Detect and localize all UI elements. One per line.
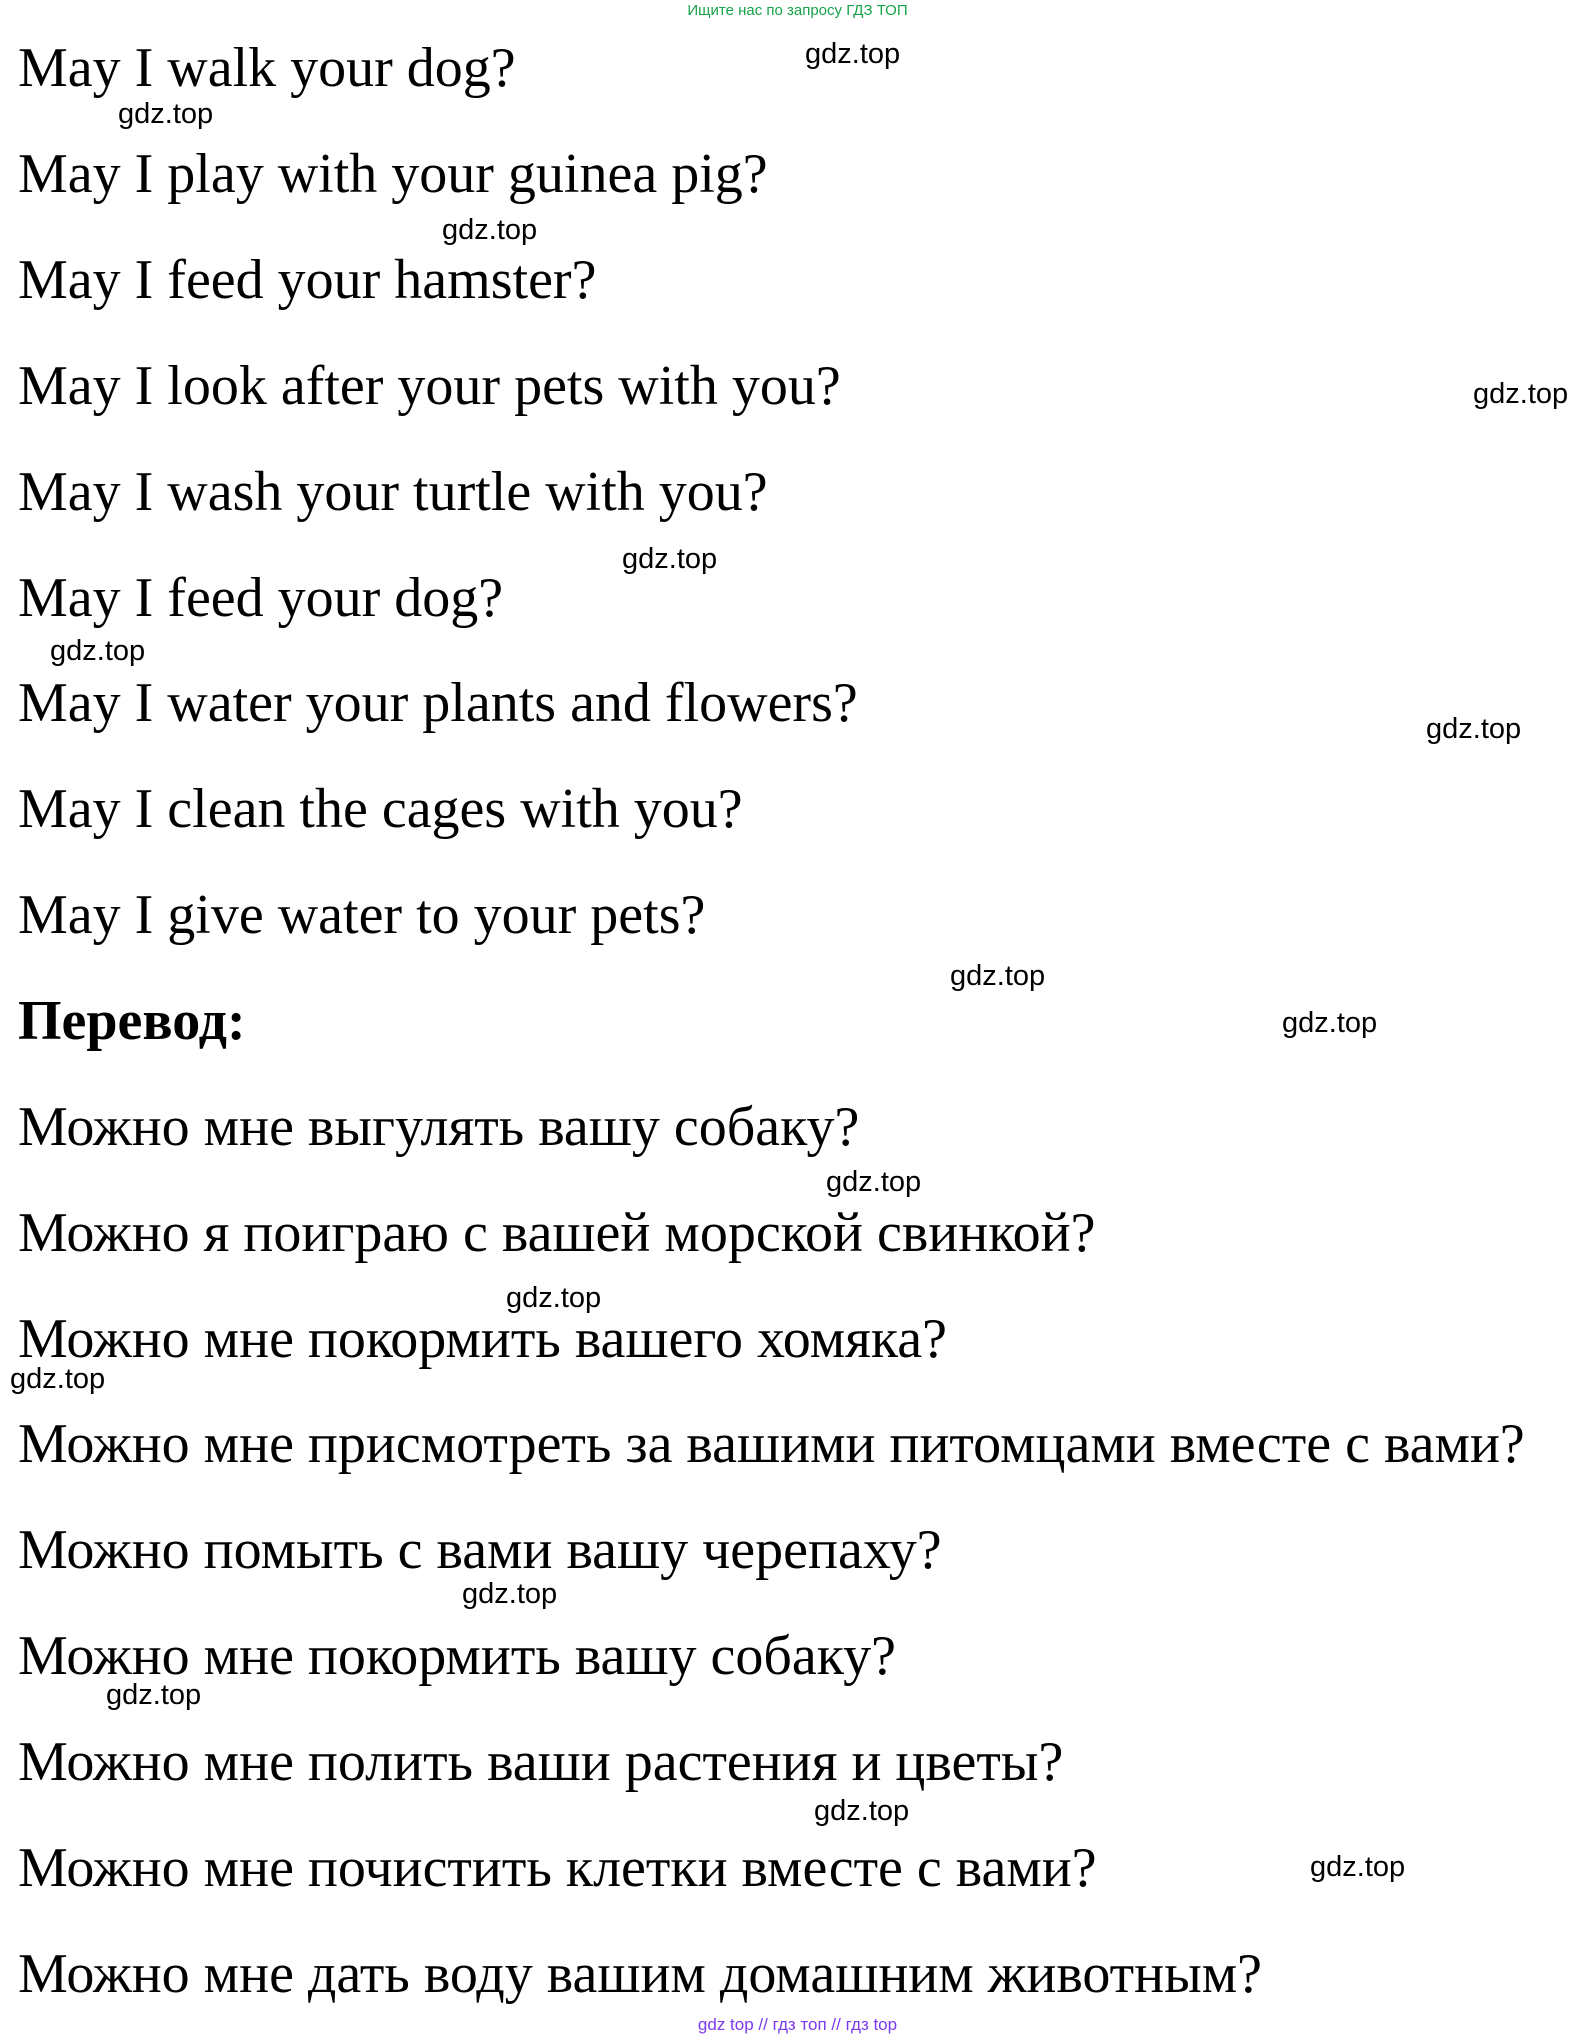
translation-heading: Перевод: (18, 990, 246, 1052)
english-line-1: May I walk your dog? (18, 37, 516, 99)
english-line-9: May I give water to your pets? (18, 884, 706, 946)
english-line-6: May I feed your dog? (18, 567, 504, 629)
watermark: gdz.top (118, 98, 214, 130)
russian-line-6: Можно мне покормить вашу собаку? (18, 1625, 896, 1687)
watermark: gdz.top (622, 543, 718, 575)
watermark: gdz.top (1473, 378, 1569, 410)
watermark: gdz.top (442, 214, 538, 246)
russian-line-2: Можно я поиграю с вашей морской свинкой? (18, 1202, 1096, 1264)
watermark: gdz.top (106, 1679, 202, 1711)
watermark: gdz.top (50, 635, 146, 667)
watermark: gdz.top (814, 1795, 910, 1827)
english-line-4: May I look after your pets with you? (18, 355, 841, 417)
russian-line-7: Можно мне полить ваши растения и цветы? (18, 1731, 1064, 1793)
english-line-8: May I clean the cages with you? (18, 778, 743, 840)
watermark: gdz.top (506, 1282, 602, 1314)
watermark: gdz.top (1310, 1851, 1406, 1883)
english-line-3: May I feed your hamster? (18, 249, 597, 311)
russian-line-5: Можно помыть с вами вашу черепаху? (18, 1519, 942, 1581)
watermark: gdz.top (462, 1578, 558, 1610)
watermark: gdz.top (805, 38, 901, 70)
watermark: gdz.top (950, 960, 1046, 992)
english-line-2: May I play with your guinea pig? (18, 143, 768, 205)
english-line-7: May I water your plants and flowers? (18, 672, 858, 734)
russian-line-3: Можно мне покормить вашего хомяка? (18, 1308, 948, 1370)
russian-line-4: Можно мне присмотреть за вашими питомцами вместе с вами? (18, 1413, 1525, 1475)
header-note: Ищите нас по запросу ГДЗ ТОП (687, 2, 908, 19)
footer-note: gdz top // гдз топ // гдз top (697, 2015, 898, 2034)
english-line-5: May I wash your turtle with you? (18, 461, 768, 523)
russian-line-8: Можно мне почистить клетки вместе с вами? (18, 1837, 1097, 1899)
watermark: gdz.top (1426, 713, 1522, 745)
russian-line-9: Можно мне дать воду вашим домашним животным? (18, 1943, 1263, 2005)
watermark: gdz.top (1282, 1007, 1378, 1039)
watermark: gdz.top (826, 1166, 922, 1198)
russian-line-1: Можно мне выгулять вашу собаку? (18, 1096, 860, 1158)
watermark: gdz.top (10, 1363, 106, 1395)
